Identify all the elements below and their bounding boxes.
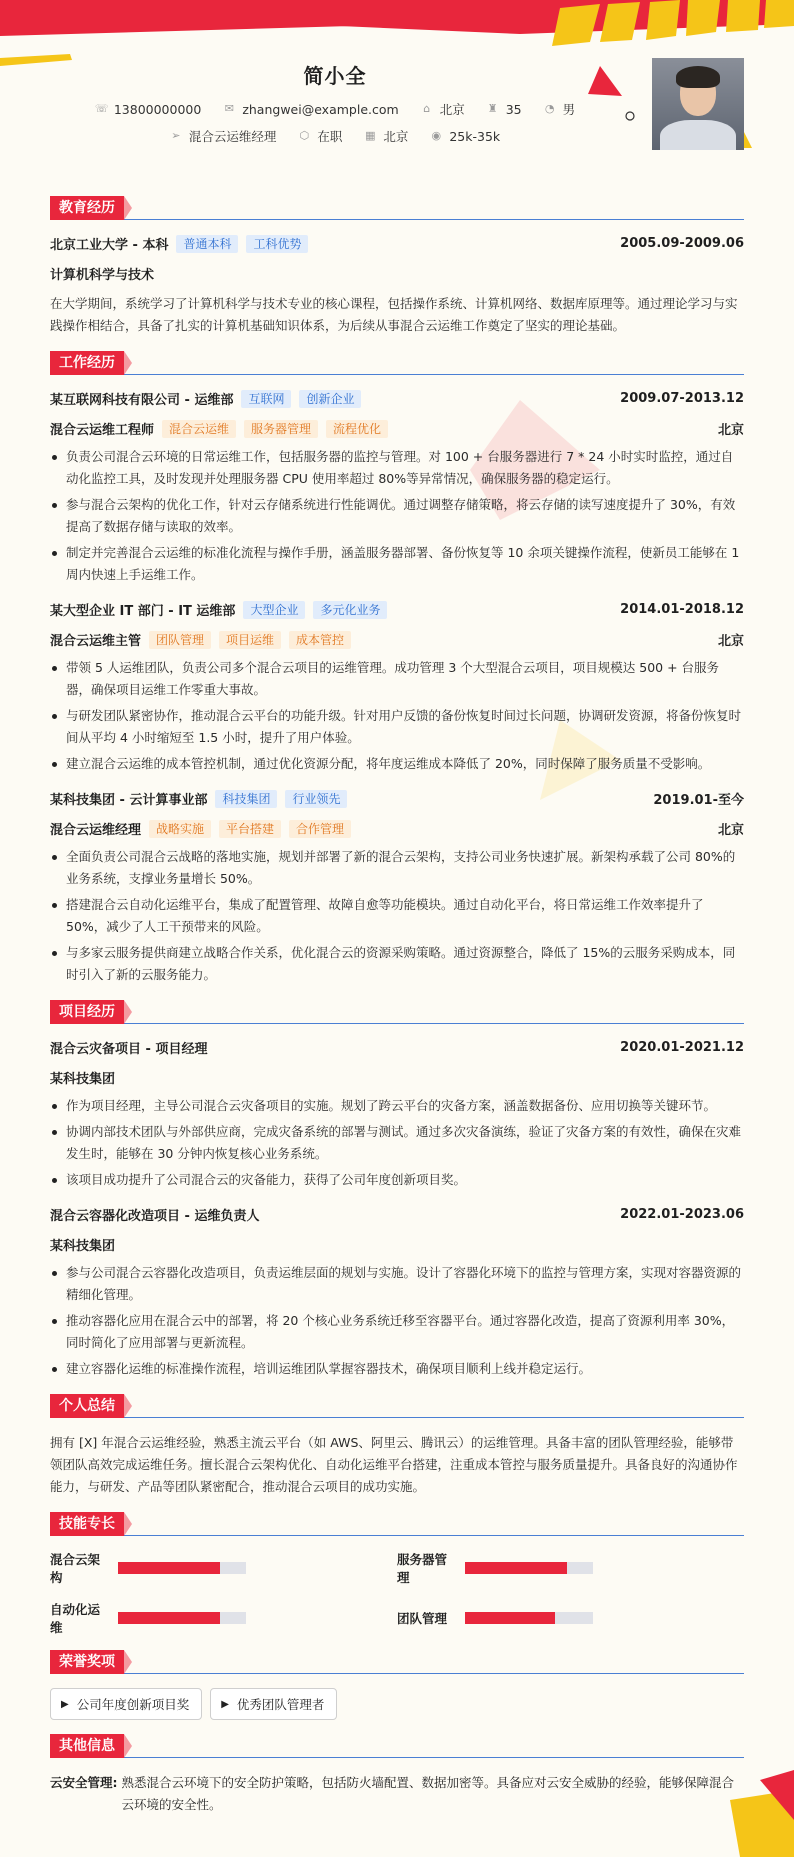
resume-body — [0, 196, 794, 1816]
skill-fill — [118, 1562, 220, 1574]
role-tag: 服务器管理 — [244, 420, 318, 438]
age-text: 35 — [505, 101, 522, 117]
education-section — [50, 196, 744, 337]
candidate-name: 简小全 — [303, 64, 367, 88]
intent-row — [0, 127, 670, 145]
phone-text: 13800000000 — [113, 101, 202, 117]
section-title-summary: 个人总结 — [50, 1394, 124, 1418]
target-city-item — [364, 127, 408, 145]
company-tag: 科技集团 — [215, 790, 277, 808]
project-org: 某科技集团 — [50, 1072, 116, 1087]
work-bullet: 制定并完善混合云运维的标准化流程与操作手册，涵盖服务器部署、备份恢复等 10 余项关键操作流程，使新员工能够在 1 周内快速上手运维工作。 — [50, 542, 744, 586]
section-title-projects: 项目经历 — [50, 1000, 124, 1024]
contact-row — [0, 100, 670, 118]
work-date: 2019.01-至今 — [653, 793, 744, 808]
work-date: 2009.07-2013.12 — [620, 391, 744, 406]
role-tag: 项目运维 — [219, 631, 281, 649]
other-info-row — [50, 1772, 744, 1816]
status-icon: ⬡ — [299, 129, 310, 142]
section-title-other: 其他信息 — [50, 1734, 124, 1758]
summary-section — [50, 1394, 744, 1498]
company-name: 某科技集团 - 云计算事业部 — [50, 793, 208, 808]
play-icon: ▶ — [221, 1698, 229, 1710]
school-name: 北京工业大学 - 本科 — [50, 238, 169, 253]
target-role-item — [170, 127, 277, 145]
project-entry — [50, 1038, 744, 1191]
project-name: 混合云灾备项目 - 项目经理 — [50, 1042, 208, 1057]
projects-section — [50, 1000, 744, 1380]
status-text: 在职 — [317, 129, 343, 144]
other-value: 熟悉混合云环境下的安全防护策略，包括防火墙配置、数据加密等。具备应对云安全威胁的经验，能够保障混合云环境的安全性。 — [121, 1775, 735, 1812]
role-tag: 战略实施 — [149, 820, 211, 838]
section-title-education: 教育经历 — [50, 196, 124, 220]
work-entry — [50, 389, 744, 586]
award-chip — [210, 1688, 337, 1720]
awards-section — [50, 1650, 744, 1720]
skill-bar — [465, 1562, 593, 1574]
phone-item — [95, 100, 201, 118]
email-text: zhangwei@example.com — [242, 101, 399, 117]
company-tag: 行业领先 — [285, 790, 347, 808]
project-bullet: 建立容器化运维的标准操作流程，培训运维团队掌握容器技术，确保项目顺利上线并稳定运行。 — [50, 1358, 744, 1380]
role-tag: 流程优化 — [326, 420, 388, 438]
summary-text: 拥有 [X] 年混合云运维经验，熟悉主流云平台（如 AWS、阿里云、腾讯云）的运维管理。具备丰富的团队管理经验，能够带领团队高效完成运维任务。擅长混合云架构优化、自动化运维平台搭建，注重成本管控与服务质量提升。具备良好的沟通协作能力，与研发、产品等团队紧密配合，推动混合云项目的成功实施。 — [50, 1435, 738, 1494]
gender-item — [544, 100, 576, 118]
project-date: 2020.01-2021.12 — [620, 1040, 744, 1055]
salary-item — [430, 127, 500, 145]
work-city: 北京 — [717, 634, 744, 649]
skill-bar — [118, 1562, 246, 1574]
work-date: 2014.01-2018.12 — [620, 602, 744, 617]
work-bullet: 搭建混合云自动化运维平台，集成了配置管理、故障自愈等功能模块。通过自动化平台，将日常运维工作效率提升了 50%，减少了人工干预带来的风险。 — [50, 894, 744, 938]
status-item — [298, 127, 342, 145]
skill-fill — [465, 1562, 567, 1574]
project-entry — [50, 1205, 744, 1380]
phone-icon: ☏ — [94, 102, 109, 115]
major: 计算机科学与技术 — [50, 268, 155, 283]
education-tag: 普通本科 — [176, 235, 238, 253]
skill-bar — [465, 1612, 593, 1624]
location-icon: ⌂ — [423, 102, 431, 115]
job-role: 混合云运维主管 — [50, 634, 142, 649]
company-tag: 创新企业 — [299, 390, 361, 408]
skill-bar — [118, 1612, 246, 1624]
work-bullet: 与研发团队紧密协作，推动混合云平台的功能升级。针对用户反馈的备份恢复时间过长问题，协调研发资源，将备份恢复时间从平均 4 小时缩短至 1.5 小时，提升了用户体验。 — [50, 705, 744, 749]
target-role-text: 混合云运维经理 — [188, 129, 277, 144]
project-org: 某科技集团 — [50, 1239, 116, 1254]
skill-item — [50, 1600, 397, 1636]
skill-item — [397, 1550, 744, 1586]
work-bullet: 参与混合云架构的优化工作，针对云存储系统进行性能调优。通过调整存储策略，将云存储的读写速度提升了 30%，有效提高了数据存储与读取的效率。 — [50, 494, 744, 538]
gender-icon: ◔ — [544, 102, 555, 115]
project-date: 2022.01-2023.06 — [620, 1207, 744, 1222]
salary-icon: ◉ — [431, 129, 442, 142]
project-bullet: 该项目成功提升了公司混合云的灾备能力，获得了公司年度创新项目奖。 — [50, 1169, 744, 1191]
company-name: 某大型企业 IT 部门 - IT 运维部 — [50, 604, 236, 619]
work-entry — [50, 600, 744, 775]
work-entry — [50, 789, 744, 986]
work-bullet: 全面负责公司混合云战略的落地实施，规划并部署了新的混合云架构，支持公司业务快速扩展。新架构承载了公司 80%的业务系统，支撑业务量增长 50%。 — [50, 846, 744, 890]
job-role: 混合云运维经理 — [50, 823, 142, 838]
project-bullet: 参与公司混合云容器化改造项目，负责运维层面的规划与实施。设计了容器化环境下的监控与管理方案，实现对容器资源的精细化管理。 — [50, 1262, 744, 1306]
skill-label: 自动化运维 — [50, 1602, 101, 1635]
role-tag: 成本管控 — [289, 631, 351, 649]
role-tag: 混合云运维 — [162, 420, 236, 438]
location-item — [421, 100, 465, 118]
resume-header — [0, 0, 794, 190]
skill-item — [397, 1600, 744, 1636]
section-title-awards: 荣誉奖项 — [50, 1650, 124, 1674]
award-label: 优秀团队管理者 — [236, 1697, 325, 1712]
work-bullet: 负责公司混合云环境的日常运维工作，包括服务器的监控与管理。对 100 + 台服务器进行 7 * 24 小时实时监控，通过自动化监控工具，及时发现并处理服务器 CPU 使用率超过 80%等异常情况，确保服务器的稳定运行。 — [50, 446, 744, 490]
award-label: 公司年度创新项目奖 — [76, 1697, 190, 1712]
award-chip — [50, 1688, 202, 1720]
other-section — [50, 1734, 744, 1816]
age-item — [487, 100, 522, 118]
project-bullet: 协调内部技术团队与外部供应商，完成灾备系统的部署与测试。通过多次灾备演练，验证了灾备方案的有效性，确保在灾难发生时，能够在 30 分钟内恢复核心业务系统。 — [50, 1121, 744, 1165]
email-item — [223, 100, 398, 118]
project-name: 混合云容器化改造项目 - 运维负责人 — [50, 1209, 260, 1224]
education-entry — [50, 234, 744, 337]
target-city-text: 北京 — [383, 129, 409, 144]
skill-label: 团队管理 — [397, 1611, 448, 1626]
skill-fill — [465, 1612, 555, 1624]
send-icon: ➢ — [171, 129, 181, 142]
skill-label: 混合云架构 — [50, 1552, 101, 1585]
project-bullet: 作为项目经理，主导公司混合云灾备项目的实施。规划了跨云平台的灾备方案，涵盖数据备份、应用切换等关键环节。 — [50, 1095, 744, 1117]
job-role: 混合云运维工程师 — [50, 423, 155, 438]
skills-section — [50, 1512, 744, 1636]
company-name: 某互联网科技有限公司 - 运维部 — [50, 393, 234, 408]
other-key: 云安全管理: — [50, 1775, 118, 1790]
work-city: 北京 — [717, 423, 744, 438]
section-title-work: 工作经历 — [50, 351, 124, 375]
location-text: 北京 — [439, 102, 465, 117]
company-tag: 大型企业 — [243, 601, 305, 619]
building-icon: ▦ — [365, 129, 376, 142]
work-section — [50, 351, 744, 986]
play-icon: ▶ — [61, 1698, 69, 1710]
education-tag: 工科优势 — [246, 235, 308, 253]
project-bullet: 推动容器化应用在混合云中的部署，将 20 个核心业务系统迁移至容器平台。通过容器化改造，提高了资源利用率 30%，同时简化了应用部署与更新流程。 — [50, 1310, 744, 1354]
role-tag: 合作管理 — [289, 820, 351, 838]
email-icon: ✉ — [224, 102, 234, 115]
skill-item — [50, 1550, 397, 1586]
company-tag: 多元化业务 — [313, 601, 387, 619]
education-desc: 在大学期间，系统学习了计算机科学与技术专业的核心课程，包括操作系统、计算机网络、数据库原理等。通过理论学习与实践操作相结合，具备了扎实的计算机基础知识体系，为后续从事混合云运维工作奠定了坚实的理论基础。 — [50, 296, 738, 333]
education-date: 2005.09-2009.06 — [620, 236, 744, 251]
skill-label: 服务器管理 — [397, 1552, 448, 1585]
avatar — [652, 58, 744, 150]
age-icon: ♜ — [487, 102, 498, 115]
skill-fill — [118, 1612, 220, 1624]
work-city: 北京 — [717, 823, 744, 838]
section-title-skills: 技能专长 — [50, 1512, 124, 1536]
company-tag: 互联网 — [241, 390, 291, 408]
salary-text: 25k-35k — [449, 128, 501, 144]
gender-text: 男 — [562, 102, 576, 117]
role-tag: 团队管理 — [149, 631, 211, 649]
work-bullet: 与多家云服务提供商建立战略合作关系，优化混合云的资源采购策略。通过资源整合，降低了 15%的云服务采购成本，同时引入了新的云服务能力。 — [50, 942, 744, 986]
work-bullet: 带领 5 人运维团队，负责公司多个混合云项目的运维管理。成功管理 3 个大型混合云项目，项目规模达 500 + 台服务器，确保项目运维工作零重大事故。 — [50, 657, 744, 701]
work-bullet: 建立混合云运维的成本管控机制，通过优化资源分配，将年度运维成本降低了 20%，同时保障了服务质量不受影响。 — [50, 753, 744, 775]
role-tag: 平台搭建 — [219, 820, 281, 838]
